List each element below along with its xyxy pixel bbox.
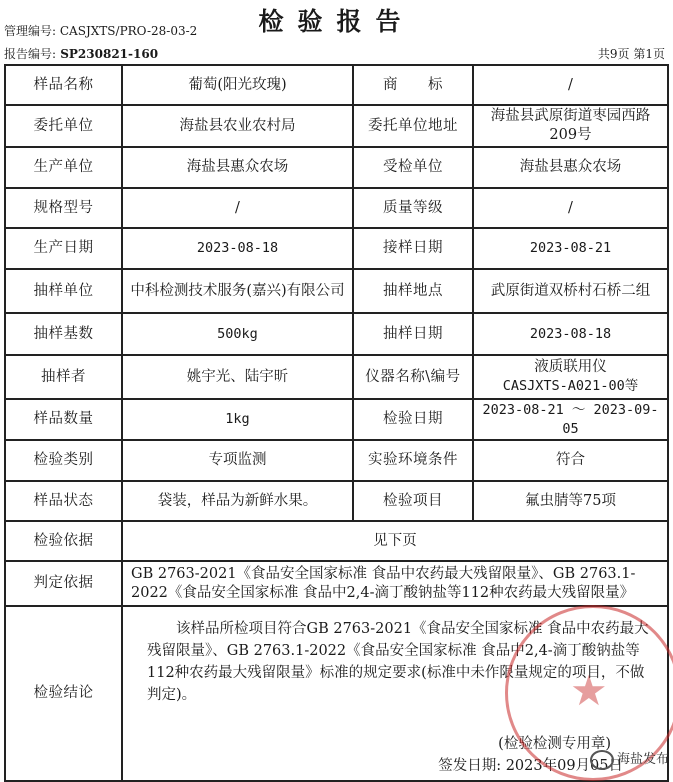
table-row <box>5 313 668 355</box>
field-label: 生产日期 <box>5 228 122 269</box>
mgmt-label: 管理编号: <box>4 24 57 38</box>
field-label: 接样日期 <box>353 228 473 269</box>
table-row <box>5 606 668 781</box>
field-label: 检验日期 <box>353 399 473 440</box>
field-label: 委托单位 <box>5 105 122 147</box>
mgmt-value: CASJXTS/PRO-28-03-2 <box>59 24 198 38</box>
table-row <box>5 399 668 440</box>
field-label: 抽样者 <box>5 355 122 399</box>
field-label: 受检单位 <box>353 147 473 188</box>
field-value: 中科检测技术服务(嘉兴)有限公司 <box>122 269 353 313</box>
field-label: 抽样基数 <box>5 313 122 355</box>
field-value: 武原街道双桥村石桥二组 <box>473 269 668 313</box>
wechat-icon <box>590 750 614 770</box>
field-value: 姚宇光、陆宇昕 <box>122 355 353 399</box>
field-value: 500kg <box>122 313 353 355</box>
field-label: 样品名称 <box>5 65 122 105</box>
table-row <box>5 355 668 399</box>
report-number-label: 报告编号: <box>4 47 57 61</box>
report-number-value: SP230821-160 <box>60 47 159 61</box>
field-label: 商 标 <box>353 65 473 105</box>
issue-date: 签发日期: 2023年09月05日 <box>438 757 623 774</box>
field-value: 海盐县惠众农场 <box>473 147 668 188</box>
conclusion-cell <box>122 606 668 781</box>
field-value: / <box>473 188 668 228</box>
field-label: 检验类别 <box>5 440 122 481</box>
instrument-name: 液质联用仪 <box>534 359 607 375</box>
seal-star-icon: ★ <box>570 666 608 715</box>
field-value: 海盐县农业农村局 <box>122 105 353 147</box>
field-value: 2023-08-18 <box>122 228 353 269</box>
watermark <box>590 748 669 770</box>
field-value: 符合 <box>473 440 668 481</box>
field-label: 生产单位 <box>5 147 122 188</box>
field-value: / <box>473 65 668 105</box>
report-number <box>4 45 158 62</box>
report-title: 检验报告 <box>258 7 415 36</box>
field-label: 样品状态 <box>5 481 122 521</box>
table-row <box>5 440 668 481</box>
field-value: 袋装，样品为新鲜水果。 <box>122 481 353 521</box>
field-value: 海盐县惠众农场 <box>122 147 353 188</box>
field-label: 抽样单位 <box>5 269 122 313</box>
field-label: 质量等级 <box>353 188 473 228</box>
field-label: 检验项目 <box>353 481 473 521</box>
field-label: 抽样地点 <box>353 269 473 313</box>
field-label: 规格型号 <box>5 188 122 228</box>
instrument-id: CASJXTS-A021-00等 <box>502 378 639 394</box>
basis-label: 检验依据 <box>5 521 122 561</box>
field-value <box>473 355 668 399</box>
judge-value: GB 2763-2021《食品安全国家标准 食品中农药最大残留限量》、GB 2763.1-2022《食品安全国家标准 食品中2,4-滴丁酸钠盐等112种农药最大残留限量》 <box>122 561 668 606</box>
field-label: 委托单位地址 <box>353 105 473 147</box>
table-row <box>5 269 668 313</box>
field-label: 仪器名称\编号 <box>353 355 473 399</box>
report-table <box>4 64 669 782</box>
table-row <box>5 228 668 269</box>
conclusion-text: 该样品所检项目符合GB 2763-2021《食品安全国家标准 食品中农药最大残留限量》、GB 2763.1-2022《食品安全国家标准 食品中2,4-滴丁酸钠盐等112种农药最大残留限量》标准的规定要求(标准中未作限量规定的项目，不做判定)。 <box>147 620 649 703</box>
table-row <box>5 188 668 228</box>
field-value: 专项监测 <box>122 440 353 481</box>
field-value: 葡萄(阳光玫瑰) <box>122 65 353 105</box>
field-value: 海盐县武原街道枣园西路209号 <box>473 105 668 147</box>
page-count: 共9页 第1页 <box>597 47 665 61</box>
field-value: / <box>122 188 353 228</box>
field-value: 氟虫腈等75项 <box>473 481 668 521</box>
table-row <box>5 481 668 521</box>
conclusion-label: 检验结论 <box>5 606 122 781</box>
table-row <box>5 105 668 147</box>
table-row <box>5 65 668 105</box>
field-value: 2023-08-21 ～ 2023-09-05 <box>473 399 668 440</box>
judge-label: 判定依据 <box>5 561 122 606</box>
field-label: 抽样日期 <box>353 313 473 355</box>
field-value: 2023-08-21 <box>473 228 668 269</box>
watermark-text: 海盐发布 <box>617 752 670 767</box>
stamp-note: (检验检测专用章) <box>498 735 611 752</box>
table-row <box>5 147 668 188</box>
table-row <box>5 521 668 561</box>
field-value: 1kg <box>122 399 353 440</box>
field-label: 实验环境条件 <box>353 440 473 481</box>
field-label: 样品数量 <box>5 399 122 440</box>
field-value: 2023-08-18 <box>473 313 668 355</box>
basis-value: 见下页 <box>122 521 668 561</box>
table-row <box>5 561 668 606</box>
